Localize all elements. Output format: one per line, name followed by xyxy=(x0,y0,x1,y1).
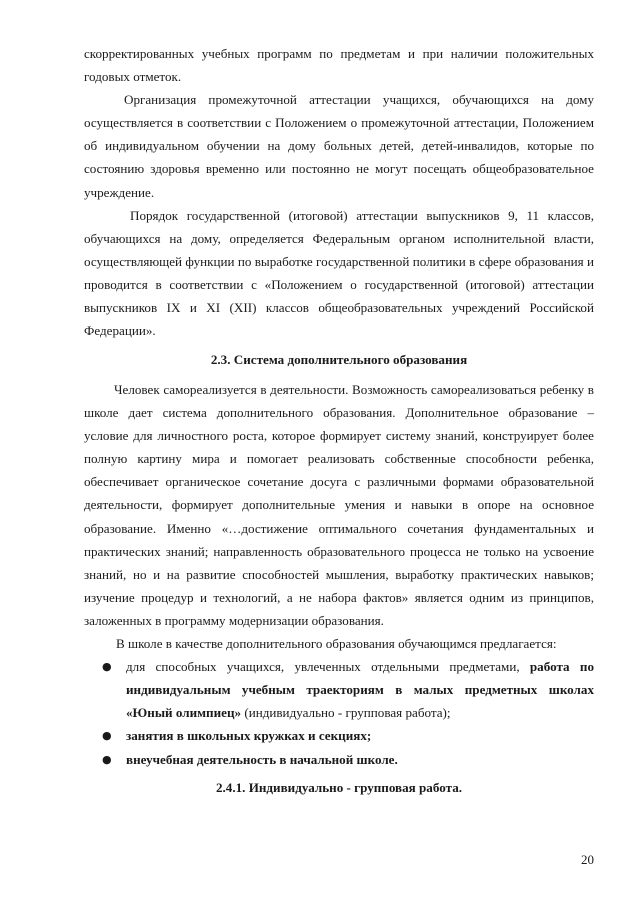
section-heading-2-4-1: 2.4.1. Индивидуально - групповая работа. xyxy=(215,780,463,795)
list-item-emphasis: работа по индивидуальным учебным траекториям в малых предметных школах «Юный олимпиец» xyxy=(126,659,594,721)
list-item-emphasis: занятия в школьных кружках и секциях; xyxy=(126,728,372,744)
list-item-text: для способных учащихся, увлеченных отдельными предметами, xyxy=(126,659,530,675)
bullet-icon: ● xyxy=(102,729,112,743)
section-heading-2-3: 2.3. Система дополнительного образования xyxy=(210,352,468,367)
section-2-4-1 xyxy=(84,776,594,799)
list-item-suffix: (индивидуально - групповая работа); xyxy=(241,705,451,721)
paragraph-additional-education: Человек самореализуется в деятельности. Возможность самореализоваться ребенку в школе дает система дополнительного образования. Дополнительное образование – условие для личностного роста, которое формирует систему знаний, конструирует более полную картину мира и помогает реализовать собственные способности ребенка, обеспечивает органическое сочетание досуга с различными формами образовательной деятельности, формирует дополнительные умения и навыки в опоре на основное образование. Именно «…достижение оптимального сочетания фундаментальных и практических знаний; направленность образовательного процесса не только на усвоение знаний, но и на развитие способностей мышления, выработку практических навыков; изучение процедур и технологий, а не набора фактов» является одним из принципов, заложенных в программу модернизации образования. xyxy=(84,382,594,628)
list-item xyxy=(84,748,594,771)
paragraph-state-attestation: Порядок государственной (итоговой) аттестации выпускников 9, 11 классов, обучающихся на дому, определяется Федеральным органом исполнительной власти, осуществляющей функции по выработке государственной политики в сфере образования и проводится в соответствии с «Положением о государственной (итоговой) аттестации выпускников IX и XI (XII) классов общеобразовательных учреждений Российской Федерации». xyxy=(84,207,594,339)
page-body xyxy=(84,42,594,342)
bullet-icon: ● xyxy=(102,752,112,766)
list-item-emphasis: внеучебная деятельность в начальной школе. xyxy=(126,751,398,767)
page-number: 20 xyxy=(581,852,594,867)
section-2-3 xyxy=(84,348,594,371)
paragraph-offer-intro: В школе в качестве дополнительного образования обучающимся предлагается: xyxy=(116,636,557,652)
offer-list xyxy=(84,655,594,770)
paragraph-continuation: скорректированных учебных программ по предметам и при наличии положительных годовых отметок. xyxy=(84,46,594,85)
section-2-3-body xyxy=(84,378,594,771)
paragraph-intermediate-attestation: Организация промежуточной аттестации учащихся, обучающихся на дому осуществляется в соответствии с Положением о промежуточной аттестации, Положением об индивидуальном обучении на дому больных детей, детей-инвалидов, которые по состоянию здоровья временно или постоянно не могут посещать общеобразовательное учреждение. xyxy=(84,92,594,200)
bullet-icon: ● xyxy=(102,660,112,674)
list-item xyxy=(84,655,594,724)
list-item xyxy=(84,724,594,747)
